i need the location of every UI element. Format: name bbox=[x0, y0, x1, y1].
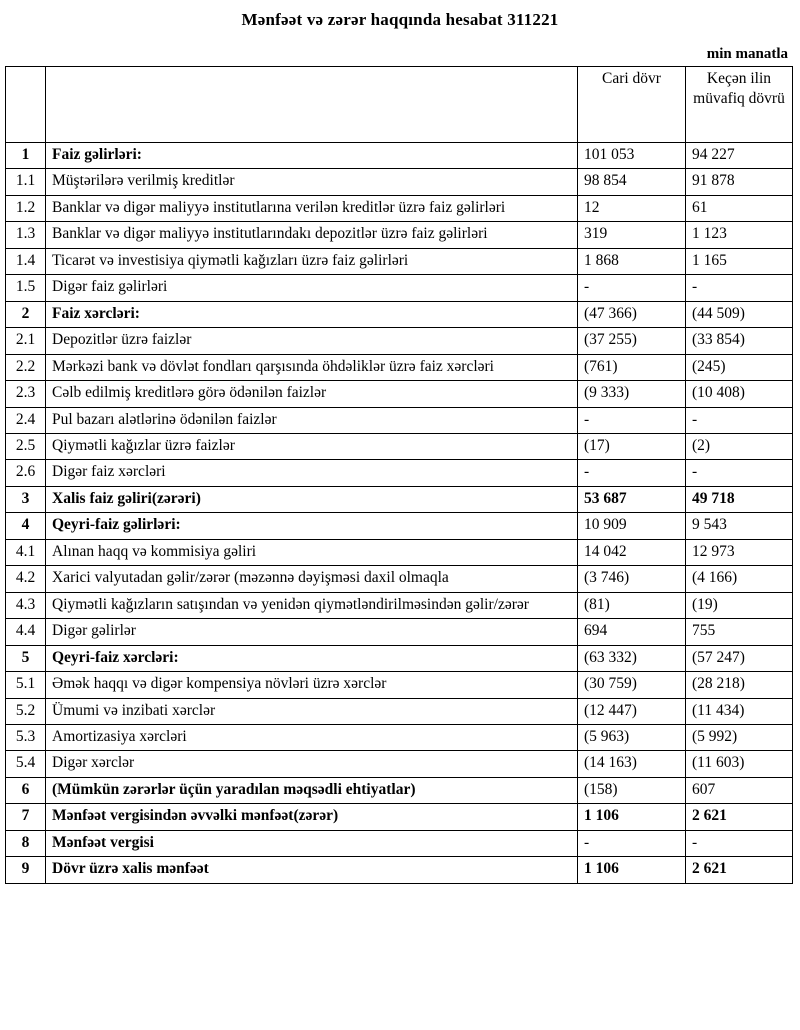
row-description: Qeyri-faiz gəlirləri: bbox=[46, 513, 578, 539]
row-description: Faiz gəlirləri: bbox=[46, 143, 578, 169]
value-current: (9 333) bbox=[578, 381, 686, 407]
table-row bbox=[6, 433, 793, 459]
value-current: 10 909 bbox=[578, 513, 686, 539]
table-row bbox=[6, 407, 793, 433]
value-current: (3 746) bbox=[578, 566, 686, 592]
row-number: 6 bbox=[6, 777, 46, 803]
table-row bbox=[6, 328, 793, 354]
value-previous: (57 247) bbox=[686, 645, 793, 671]
value-current: 319 bbox=[578, 222, 686, 248]
value-previous: 2 621 bbox=[686, 857, 793, 883]
table-row bbox=[6, 857, 793, 883]
row-description: Qiymətli kağızların satışından və yenidən qiymətləndirilməsindən gəlir/zərər bbox=[46, 592, 578, 618]
row-number: 4.3 bbox=[6, 592, 46, 618]
row-description: Faiz xərcləri: bbox=[46, 301, 578, 327]
value-previous: 2 621 bbox=[686, 804, 793, 830]
row-description: Amortizasiya xərcləri bbox=[46, 724, 578, 750]
row-description: Müştərilərə verilmiş kreditlər bbox=[46, 169, 578, 195]
row-description: Banklar və digər maliyyə institutlarındakı depozitlər üzrə faiz gəlirləri bbox=[46, 222, 578, 248]
report-title: Mənfəət və zərər haqqında hesabat 311221 bbox=[241, 10, 559, 29]
value-current: - bbox=[578, 407, 686, 433]
row-description: Pul bazarı alətlərinə ödənilən faizlər bbox=[46, 407, 578, 433]
table-row bbox=[6, 275, 793, 301]
row-description: Digər faiz xərcləri bbox=[46, 460, 578, 486]
row-description: Qeyri-faiz xərcləri: bbox=[46, 645, 578, 671]
value-previous: - bbox=[686, 407, 793, 433]
row-number: 1 bbox=[6, 143, 46, 169]
row-number: 4.4 bbox=[6, 619, 46, 645]
value-current: - bbox=[578, 830, 686, 856]
value-previous: (2) bbox=[686, 433, 793, 459]
row-number: 5.4 bbox=[6, 751, 46, 777]
value-previous: (44 509) bbox=[686, 301, 793, 327]
table-row bbox=[6, 248, 793, 274]
row-number: 1.5 bbox=[6, 275, 46, 301]
row-number: 4 bbox=[6, 513, 46, 539]
row-number: 9 bbox=[6, 857, 46, 883]
value-current: 1 106 bbox=[578, 857, 686, 883]
table-row bbox=[6, 724, 793, 750]
value-previous: 61 bbox=[686, 195, 793, 221]
row-number: 2 bbox=[6, 301, 46, 327]
value-previous: (4 166) bbox=[686, 566, 793, 592]
value-current: (17) bbox=[578, 433, 686, 459]
value-current: (63 332) bbox=[578, 645, 686, 671]
value-current: (158) bbox=[578, 777, 686, 803]
value-previous: 91 878 bbox=[686, 169, 793, 195]
row-description: Ümumi və inzibati xərclər bbox=[46, 698, 578, 724]
table-row bbox=[6, 143, 793, 169]
table-row bbox=[6, 513, 793, 539]
value-current: 1 868 bbox=[578, 248, 686, 274]
row-number: 5.1 bbox=[6, 672, 46, 698]
value-previous: 607 bbox=[686, 777, 793, 803]
table-row bbox=[6, 751, 793, 777]
table-row bbox=[6, 830, 793, 856]
col-header-number bbox=[6, 67, 46, 143]
row-number: 2.4 bbox=[6, 407, 46, 433]
row-description: Mərkəzi bank və dövlət fondları qarşısında öhdəliklər üzrə faiz xərcləri bbox=[46, 354, 578, 380]
row-description: Ticarət və investisiya qiymətli kağızları üzrə faiz gəlirləri bbox=[46, 248, 578, 274]
value-current: (30 759) bbox=[578, 672, 686, 698]
report-table bbox=[5, 66, 793, 884]
value-previous: (28 218) bbox=[686, 672, 793, 698]
row-number: 3 bbox=[6, 486, 46, 512]
value-current: (12 447) bbox=[578, 698, 686, 724]
row-description: Digər faiz gəlirləri bbox=[46, 275, 578, 301]
row-description: Xarici valyutadan gəlir/zərər (məzənnə dəyişməsi daxil olmaqla bbox=[46, 566, 578, 592]
row-number: 5.3 bbox=[6, 724, 46, 750]
value-previous: 49 718 bbox=[686, 486, 793, 512]
value-previous: (245) bbox=[686, 354, 793, 380]
value-current: 53 687 bbox=[578, 486, 686, 512]
row-number: 7 bbox=[6, 804, 46, 830]
row-number: 2.3 bbox=[6, 381, 46, 407]
table-row bbox=[6, 195, 793, 221]
row-number: 4.1 bbox=[6, 539, 46, 565]
table-row bbox=[6, 354, 793, 380]
row-number: 8 bbox=[6, 830, 46, 856]
table-row bbox=[6, 777, 793, 803]
row-description: Alınan haqq və kommisiya gəliri bbox=[46, 539, 578, 565]
table-row bbox=[6, 486, 793, 512]
table-row bbox=[6, 645, 793, 671]
value-previous: 94 227 bbox=[686, 143, 793, 169]
row-number: 1.3 bbox=[6, 222, 46, 248]
row-description: Digər gəlirlər bbox=[46, 619, 578, 645]
row-description: Banklar və digər maliyyə institutlarına verilən kreditlər üzrə faiz gəlirləri bbox=[46, 195, 578, 221]
value-previous: (11 603) bbox=[686, 751, 793, 777]
row-description: Mənfəət vergisindən əvvəlki mənfəət(zərər) bbox=[46, 804, 578, 830]
row-number: 2.5 bbox=[6, 433, 46, 459]
value-previous: - bbox=[686, 275, 793, 301]
value-current: - bbox=[578, 275, 686, 301]
table-header-row bbox=[6, 67, 793, 143]
row-description: Cəlb edilmiş kreditlərə görə ödənilən faizlər bbox=[46, 381, 578, 407]
row-description: Qiymətli kağızlar üzrə faizlər bbox=[46, 433, 578, 459]
value-previous: 755 bbox=[686, 619, 793, 645]
value-previous: (19) bbox=[686, 592, 793, 618]
table-row bbox=[6, 381, 793, 407]
row-description: Dövr üzrə xalis mənfəət bbox=[46, 857, 578, 883]
row-description: Mənfəət vergisi bbox=[46, 830, 578, 856]
value-previous: 1 165 bbox=[686, 248, 793, 274]
value-previous: (11 434) bbox=[686, 698, 793, 724]
row-description: Xalis faiz gəliri(zərəri) bbox=[46, 486, 578, 512]
value-current: (761) bbox=[578, 354, 686, 380]
value-previous: (33 854) bbox=[686, 328, 793, 354]
value-previous: (10 408) bbox=[686, 381, 793, 407]
table-row bbox=[6, 539, 793, 565]
value-current: (14 163) bbox=[578, 751, 686, 777]
row-description: (Mümkün zərərlər üçün yaradılan məqsədli ehtiyatlar) bbox=[46, 777, 578, 803]
value-current: - bbox=[578, 460, 686, 486]
table-row bbox=[6, 592, 793, 618]
row-number: 4.2 bbox=[6, 566, 46, 592]
col-header-previous: Keçən ilin müvafiq dövrü bbox=[686, 67, 793, 143]
row-number: 2.1 bbox=[6, 328, 46, 354]
value-current: (47 366) bbox=[578, 301, 686, 327]
row-number: 2.2 bbox=[6, 354, 46, 380]
value-previous: - bbox=[686, 460, 793, 486]
value-current: (81) bbox=[578, 592, 686, 618]
row-number: 5 bbox=[6, 645, 46, 671]
row-number: 5.2 bbox=[6, 698, 46, 724]
value-previous: - bbox=[686, 830, 793, 856]
row-number: 1.2 bbox=[6, 195, 46, 221]
row-number: 2.6 bbox=[6, 460, 46, 486]
value-current: 14 042 bbox=[578, 539, 686, 565]
col-header-current: Cari dövr bbox=[578, 67, 686, 143]
row-description: Digər xərclər bbox=[46, 751, 578, 777]
value-current: 12 bbox=[578, 195, 686, 221]
row-description: Əmək haqqı və digər kompensiya növləri üzrə xərclər bbox=[46, 672, 578, 698]
row-description: Depozitlər üzrə faizlər bbox=[46, 328, 578, 354]
unit-label: min manatla bbox=[706, 46, 788, 62]
table-row bbox=[6, 460, 793, 486]
value-previous: (5 992) bbox=[686, 724, 793, 750]
value-current: 101 053 bbox=[578, 143, 686, 169]
table-row bbox=[6, 566, 793, 592]
table-row bbox=[6, 169, 793, 195]
value-current: 1 106 bbox=[578, 804, 686, 830]
table-row bbox=[6, 698, 793, 724]
value-current: 98 854 bbox=[578, 169, 686, 195]
table-row bbox=[6, 222, 793, 248]
col-header-description bbox=[46, 67, 578, 143]
table-row bbox=[6, 804, 793, 830]
table-row bbox=[6, 672, 793, 698]
value-previous: 12 973 bbox=[686, 539, 793, 565]
table-row bbox=[6, 619, 793, 645]
report-table-body bbox=[6, 143, 793, 884]
value-current: 694 bbox=[578, 619, 686, 645]
value-previous: 9 543 bbox=[686, 513, 793, 539]
value-current: (5 963) bbox=[578, 724, 686, 750]
value-current: (37 255) bbox=[578, 328, 686, 354]
value-previous: 1 123 bbox=[686, 222, 793, 248]
row-number: 1.4 bbox=[6, 248, 46, 274]
row-number: 1.1 bbox=[6, 169, 46, 195]
table-row bbox=[6, 301, 793, 327]
